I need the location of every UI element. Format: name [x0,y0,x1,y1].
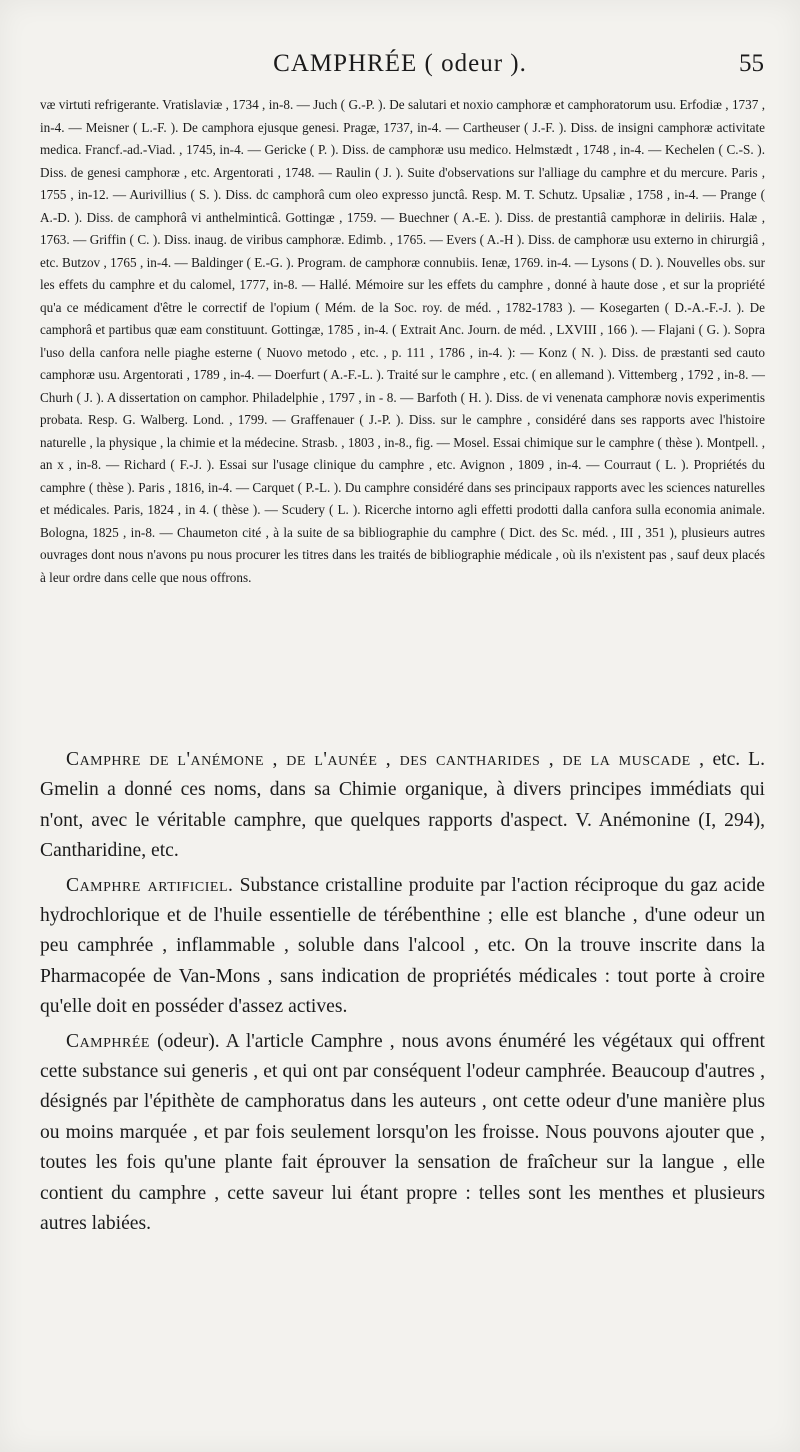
running-title: CAMPHRÉE ( odeur ). [273,50,527,77]
entry-text: etc. L. Gmelin a donné ces noms, dans sa Chimie organique, à divers principes immédiats qui n'ont, avec le véritable camphre, que quelques rapports d'aspect. V. Anémonine (I, 294), Cantharidine, etc. [40,749,765,862]
main-text [40,745,765,1240]
entry-heading: Camphre de l'anémone , de l'aunée , des cantharides , de la muscade , [66,749,705,770]
entry-camphre-anemone [40,745,765,867]
page-number: 55 [739,50,764,77]
entry-camphre-artificiel [40,871,765,1023]
entry-text: Substance cristalline produite par l'action réciproque du gaz acide hydrochlorique et de l'huile essentielle de térébenthine ; elle est blanche , d'une odeur un peu camphrée , inflammable , soluble dans l'alcool , etc. On la trouve inscrite dans la Pharmacopée de Van-Mons , sans indication de propriétés médicales : tout porte à croire qu'elle doit en posséder d'assez actives. [40,874,765,1018]
bibliography-block: væ virtuti refrigerante. Vratislaviæ , 1734 , in-8. — Juch ( G.-P. ). De salutari et noxio camphoræ et camphoratorum usu. Erfodiæ , 1737 , in-4. — Meisner ( L.-F. ). De camphora ejusque genesi. Pragæ, 1737, in-4. — Cartheuser ( J.-F. ). Diss. de insigni camphoræ activitate medica. Francf.-ad.-Viad. , 1745, in-4. — Gericke ( P. ). Diss. de camphoræ usu medico. Helmstædt , 1748 , in-4. — Kechelen ( C.-S. ). Diss. de genesi camphoræ , etc. Argentorati , 1748. — Raulin ( J. ). Suite d'observations sur l'alliage du camphre et du mercure. Paris , 1755 , in-12. — Aurivillius ( S. ). Diss. dc camphorâ cum oleo expresso junctâ. Resp. M. T. Schutz. Upsaliæ , 1758 , in-4. — Prange ( A.-D. ). Diss. de camphorâ vi anthelminticâ. Gottingæ , 1759. — Buechner ( A.-E. ). Diss. de prestantiâ camphoræ in deliriis. Halæ , 1763. — Griffin ( C. ). Diss. inaug. de viribus camphoræ. Edimb. , 1765. — Evers ( A.-H ). Diss. de camphoræ usu externo in chirurgiâ , etc. Butzov , 1765 , in-4. — Baldinger ( E.-G. ). Program. de camphoræ connubiis. Ienæ, 1769. in-4. — Lysons ( D. ). Nouvelles obs. sur les effets du camphre et du calomel, 1777, in-8. — Hallé. Mémoire sur les effets du camphre , donné à haute dose , et sur la propriété qu'a ce médicament d'être le correctif de l'opium ( Mém. de la Soc. roy. de méd. , 1782-1783 ). — Kosegarten ( D.-A.-F.-J. ). De camphorâ et partibus quæ eam constituunt. Gottingæ, 1785 , in-4. ( Extrait Anc. Journ. de méd. , LXVIII , 166 ). — Flajani ( G. ). Sopra l'uso della canfora nelle piaghe esterne ( Nuovo metodo , etc. , p. 111 , 1786 , in-4. ): — Konz ( N. ). Diss. de præstanti sed cauto camphoræ usu. Argentorati , 1789 , in-4. — Doerfurt ( A.-F.-L. ). Traité sur le camphre , etc. ( en allemand ). Vittemberg , 1792 , in-8. — Churh ( J. ). A dissertation on camphor. Philadelphie , 1797 , in - 8. — Barfoth ( H. ). Diss. de vi venenata camphoræ novis experimentis probata. Resp. G. Walberg. Lond. , 1799. — Graffenauer ( J.-P. ). Diss. sur le camphre , considéré dans ses rapports avec l'histoire naturelle , la physique , la chimie et la médecine. Strasb. , 1803 , in-8., fig. — Mosel. Essai chimique sur le camphre ( thèse ). Montpell. , an x , in-8. — Richard ( F.-J. ). Essai sur l'usage clinique du camphre , etc. Avignon , 1809 , in-4. — Courraut ( L. ). Propriétés du camphre ( thèse ). Paris , 1816, in-4. — Carquet ( P.-L. ). Du camphre considéré dans ses principaux rapports avec les sciences naturelles et médicales. Paris, 1824 , in 4. ( thèse ). — Scudery ( L. ). Ricerche intorno agli effetti prodotti dalla canfora sulla economia animale. Bologna, 1825 , in-8. — Chaumeton cité , à la suite de sa bibliographie du camphre ( Dict. des Sc. méd. , III , 351 ), plusieurs autres ouvrages dont nous n'avons pu nous procurer les titres dans les traités de bibliographie médicale , où ils n'existent pas , sauf deux placés à leur ordre dans celle que nous offrons. [40,97,765,585]
entry-text: (odeur). A l'article Camphre , nous avons énuméré les végétaux qui offrent cette substance sui generis , et qui ont par conséquent l'odeur camphrée. Beaucoup d'autres , désignés par l'épithète de camphoratus dans les auteurs , ont cette odeur d'une manière plus ou moins marquée , et par fois seulement lorsqu'on les froisse. Nous pouvons ajouter que , toutes les fois qu'une plante fait éprouver la sensation de fraîcheur sur la langue , elle contient du camphre , cette saveur lui étant propre : telles sont les menthes et plusieurs autres labiées. [40,1030,765,1235]
entry-camphree-odeur [40,1027,765,1240]
entry-heading: Camphrée [66,1030,150,1052]
running-head [0,50,800,90]
entry-heading: Camphre artificiel. [66,874,234,896]
